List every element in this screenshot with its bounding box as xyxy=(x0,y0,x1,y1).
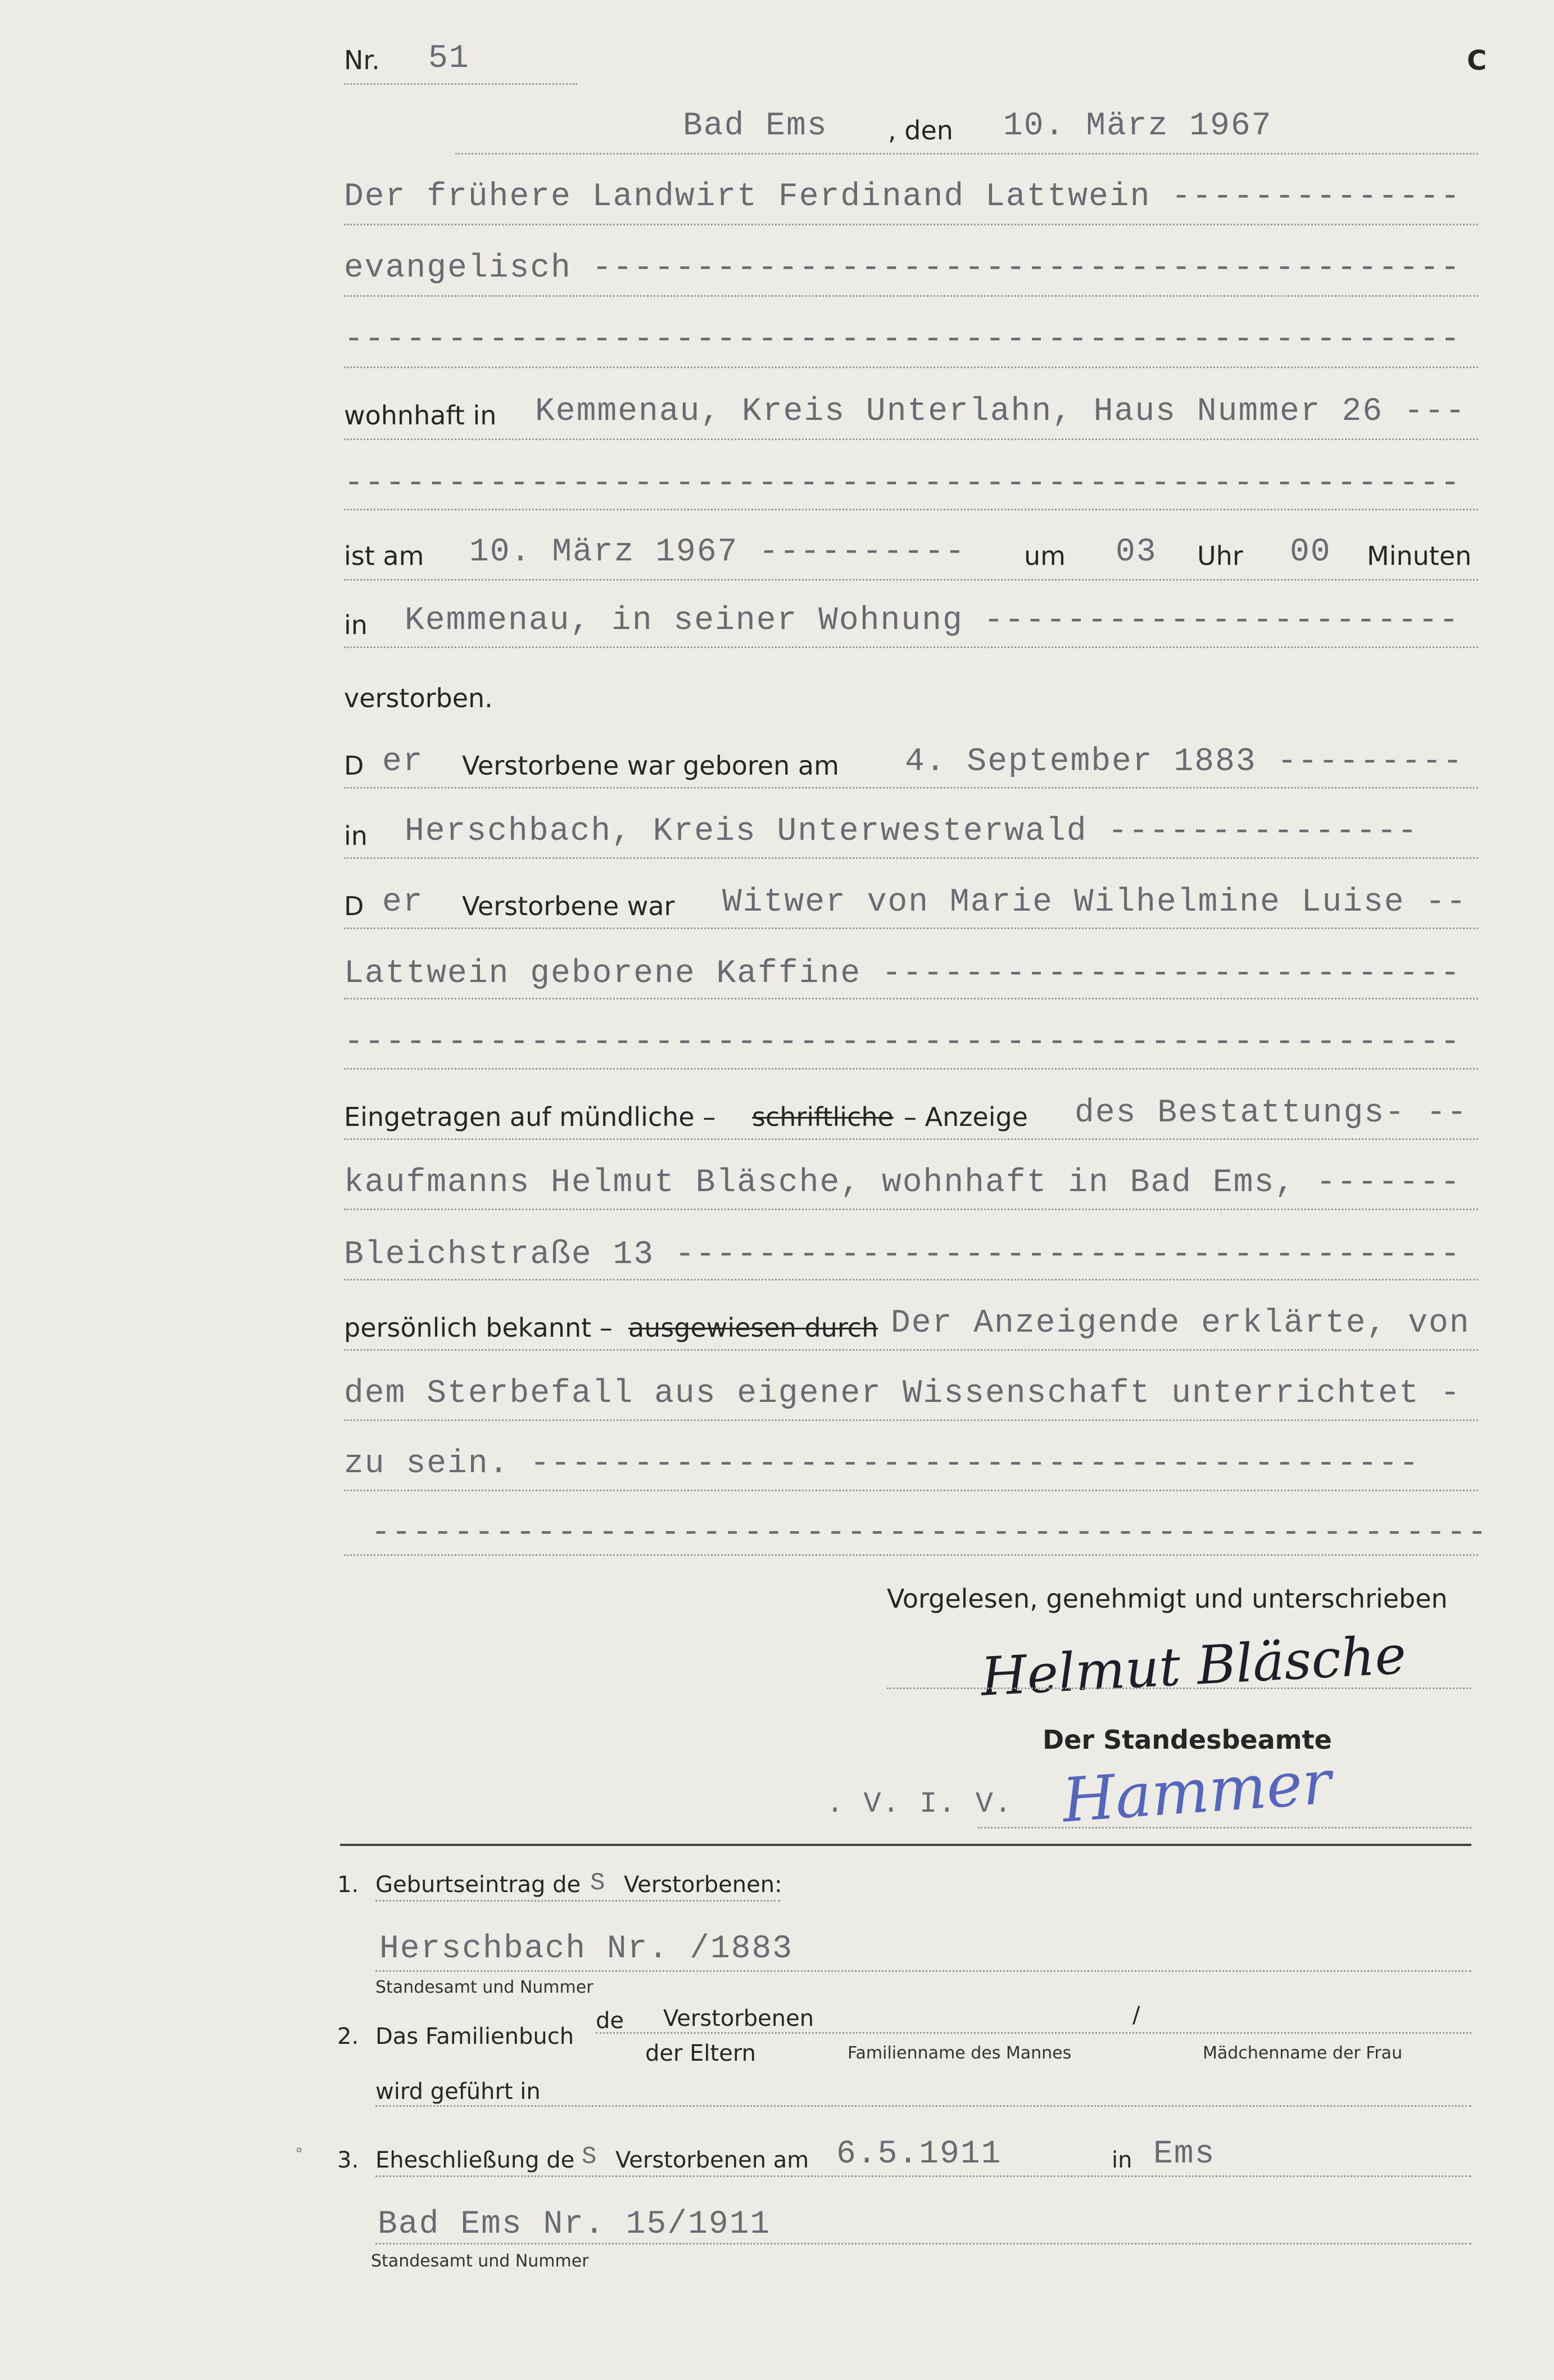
familienname-mannes: Familienname des Mannes xyxy=(848,2043,1072,2063)
corner-mark: C xyxy=(1467,45,1487,76)
ist-am-label: ist am xyxy=(344,541,424,571)
um-label: um xyxy=(1024,541,1066,571)
residence-filler: ------------------------------------------------------ xyxy=(344,465,1461,502)
date-value: 10. März 1967 xyxy=(1003,108,1272,144)
report-filler: ------------------------------------------------------ xyxy=(371,1515,1488,1551)
place-value: Bad Ems xyxy=(683,108,828,144)
verstorbenen-am-label: Verstorbenen am xyxy=(615,2147,809,2173)
uhr-label: Uhr xyxy=(1197,541,1243,571)
footer-divider xyxy=(340,1844,1471,1846)
marital-underline-2 xyxy=(344,998,1478,999)
filler-underline xyxy=(344,366,1478,368)
death-minutes: 00 xyxy=(1290,534,1331,571)
marital-text-1: Witwer von Marie Wilhelmine Luise -- xyxy=(722,884,1467,921)
marital-underline-1 xyxy=(344,927,1478,929)
residence-value: Kemmenau, Kreis Unterlahn, Haus Nummer 26 --- xyxy=(535,393,1466,430)
official-signature: Hammer xyxy=(1060,1747,1334,1836)
residence-underline xyxy=(344,438,1478,440)
report-underline-2 xyxy=(344,1209,1478,1210)
geburtseintrag-label: Geburtseintrag de xyxy=(375,1872,581,1898)
wird-gefuehrt-label: wird geführt in xyxy=(375,2079,541,2105)
geburtseintrag-s: S xyxy=(590,1869,606,1897)
report-underline-4 xyxy=(344,1349,1478,1351)
report-text-3: Bleichstraße 13 -------------------------------------- xyxy=(344,1237,1461,1273)
nr-value: 51 xyxy=(428,40,470,77)
marriage-underline xyxy=(375,2175,1471,2177)
marital-text-2: Lattwein geborene Kaffine ---------------------------- xyxy=(344,956,1461,992)
familienbuch-verstorbenen: Verstorbenen xyxy=(663,2006,814,2031)
den-label: , den xyxy=(888,115,953,146)
nr-label: Nr. xyxy=(344,45,380,75)
standesamt-nummer-1: Standesamt und Nummer xyxy=(375,1978,593,1997)
maedchenname-frau: Mädchenname der Frau xyxy=(1203,2043,1403,2063)
birth-date: 4. September 1883 --------- xyxy=(905,744,1464,780)
report-underline-1 xyxy=(344,1138,1478,1140)
religion-line: evangelisch ------------------------------------------ xyxy=(344,250,1461,287)
death-date-underline xyxy=(344,579,1478,581)
report-underline-5 xyxy=(344,1419,1478,1421)
name-underline xyxy=(344,224,1478,225)
note-1-number: 1. xyxy=(337,1872,359,1898)
report-text-1: des Bestattungs- -- xyxy=(1075,1095,1468,1132)
geburtseintrag-underline xyxy=(375,1900,780,1902)
filler-line: ------------------------------------------------------ xyxy=(344,322,1461,358)
report-text-6: zu sein. ------------------------------------------- xyxy=(344,1446,1420,1482)
verstorben-label: verstorben. xyxy=(344,683,493,713)
death-date: 10. März 1967 ---------- xyxy=(469,534,966,571)
date-underline xyxy=(455,153,1478,155)
residence-label: wohnhaft in xyxy=(344,400,497,431)
marital-label: Verstorbene war xyxy=(462,891,675,921)
standesbeamte-label: Der Standesbeamte xyxy=(1043,1725,1332,1755)
ausgewiesen-struck: ausgewiesen durch xyxy=(628,1313,878,1343)
anzeige-label: – Anzeige xyxy=(904,1102,1028,1132)
birth-place-underline xyxy=(344,857,1478,859)
marriage-registry-underline xyxy=(375,2243,1471,2245)
report-underline-6 xyxy=(344,1490,1478,1491)
iv-label: . V. I. V. xyxy=(826,1788,1013,1821)
note-2-number: 2. xyxy=(337,2024,359,2049)
informant-signature-line xyxy=(887,1687,1471,1689)
report-text-4: Der Anzeigende erklärte, von xyxy=(891,1305,1470,1342)
nr-underline xyxy=(344,83,577,85)
marriage-date: 6.5.1911 xyxy=(836,2136,1002,2173)
geburtseintrag-value-underline xyxy=(375,1970,1471,1972)
death-hour: 03 xyxy=(1116,534,1157,571)
familienbuch-slash: / xyxy=(1132,2002,1140,2028)
report-text-5: dem Sterbefall aus eigener Wissenschaft unterrichtet - xyxy=(344,1375,1461,1412)
report-underline-7 xyxy=(344,1554,1478,1556)
death-in-label: in xyxy=(344,610,368,640)
minuten-label: Minuten xyxy=(1367,541,1472,571)
religion-underline xyxy=(344,295,1478,297)
geburtseintrag-verstorbenen: Verstorbenen: xyxy=(624,1872,782,1898)
marital-d-label: D xyxy=(344,891,364,921)
official-signature-line xyxy=(978,1827,1471,1829)
margin-dot: ° xyxy=(295,2144,303,2163)
birth-er: er xyxy=(382,744,424,780)
death-place: Kemmenau, in seiner Wohnung ----------------------- xyxy=(405,603,1460,639)
familienbuch-label: Das Familienbuch xyxy=(375,2024,574,2049)
geburtseintrag-value: Herschbach Nr. /1883 xyxy=(379,1931,794,1967)
birth-in-label: in xyxy=(344,821,368,851)
report-text-2: kaufmanns Helmut Bläsche, wohnhaft in Bad Ems, ------- xyxy=(344,1165,1461,1201)
birth-place: Herschbach, Kreis Unterwesterwald --------------- xyxy=(405,813,1419,850)
marriage-registry: Bad Ems Nr. 15/1911 xyxy=(378,2206,771,2243)
eingetragen-label: Eingetragen auf mündliche – xyxy=(344,1102,716,1132)
name-line: Der frühere Landwirt Ferdinand Lattwein -------------- xyxy=(344,179,1461,215)
informant-signature: Helmut Bläsche xyxy=(979,1625,1408,1708)
der-eltern-label: der Eltern xyxy=(645,2040,756,2066)
marital-filler: ------------------------------------------------------ xyxy=(344,1024,1461,1061)
marital-er: er xyxy=(382,884,424,921)
residence-filler-underline xyxy=(344,509,1478,510)
familienbuch-underline xyxy=(596,2032,1471,2034)
wird-gefuehrt-underline xyxy=(375,2105,1471,2107)
vorgelesen-label: Vorgelesen, genehmigt und unterschrieben xyxy=(887,1583,1448,1614)
bekannt-label: persönlich bekannt – xyxy=(344,1313,613,1343)
standesamt-nummer-2: Standesamt und Nummer xyxy=(371,2251,589,2271)
schriftliche-struck: schriftliche xyxy=(752,1102,894,1132)
marriage-in-label: in xyxy=(1112,2147,1132,2173)
marital-underline-3 xyxy=(344,1068,1478,1070)
eheschliessung-label: Eheschließung de xyxy=(375,2147,575,2173)
birth-label: Verstorbene war geboren am xyxy=(462,750,839,781)
death-place-underline xyxy=(344,646,1478,648)
de-label: de xyxy=(596,2008,624,2034)
note-3-number: 3. xyxy=(337,2147,359,2173)
birth-d-label: D xyxy=(344,750,364,781)
eheschliessung-s: S xyxy=(582,2143,598,2171)
report-underline-3 xyxy=(344,1279,1478,1281)
marriage-place: Ems xyxy=(1153,2136,1216,2173)
birth-date-underline xyxy=(344,787,1478,789)
